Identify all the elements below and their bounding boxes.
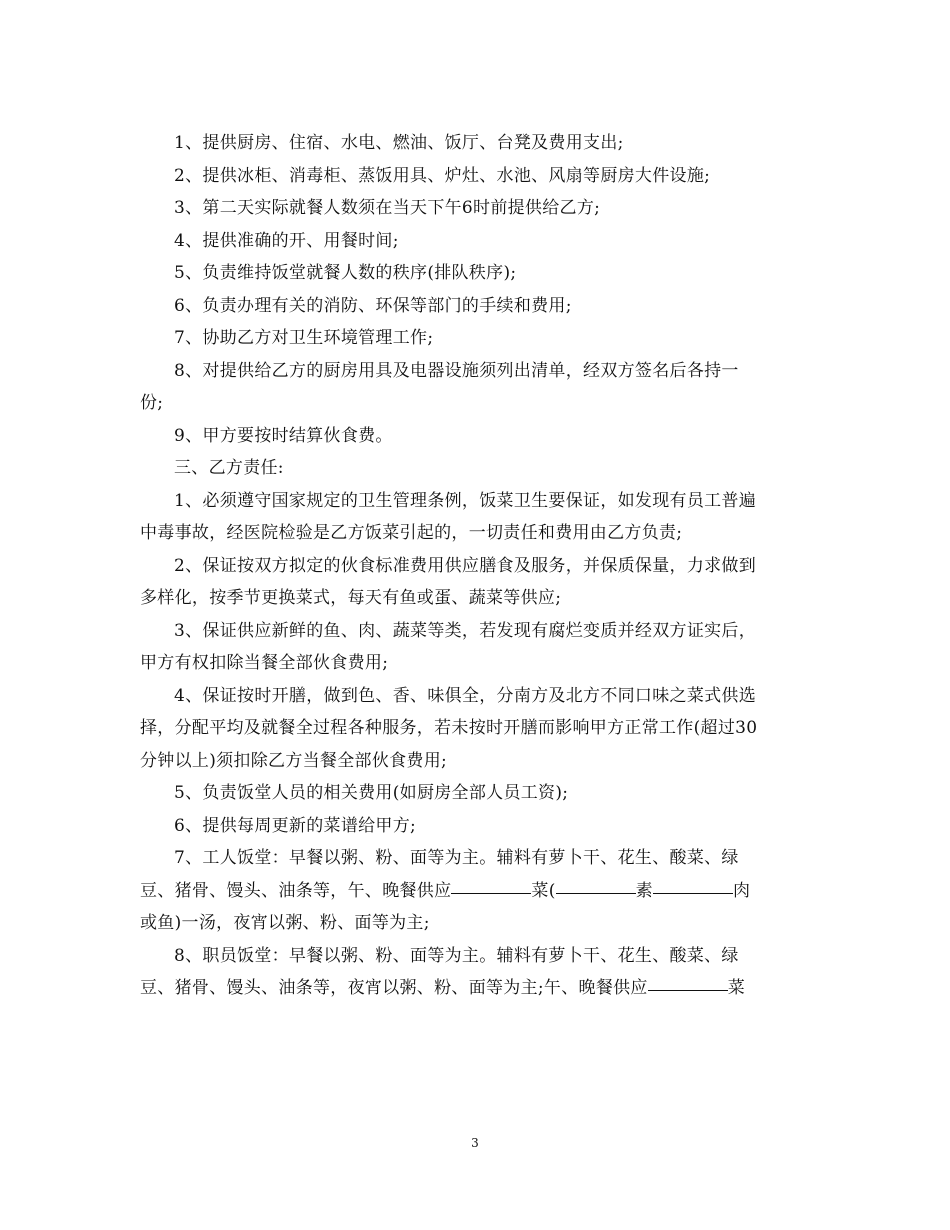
text-line: 9、甲方要按时结算伙食费。 [174,425,393,446]
text-line: 分钟以上)须扣除乙方当餐全部伙食费用; [140,750,448,771]
text-line: 或鱼)一汤，夜宵以粥、粉、面等为主; [140,913,430,933]
text-segment: 菜( [531,880,556,901]
text-line: 6、提供每周更新的菜谱给甲方; [174,815,417,836]
text-line: 3、第二天实际就餐人数须在当天下午6时前提供给乙方; [174,198,601,218]
text-line: 中毒事故，经医院检验是乙方饭菜引起的，一切责任和费用由乙方负责; [140,523,683,543]
text-segment: 肉 [732,880,751,901]
page-number: 3 [471,1136,479,1150]
text-line: 甲方有权扣除当餐全部伙食费用; [140,653,389,673]
text-line: 2、提供冰柜、消毒柜、蒸饭用具、炉灶、水池、风扇等厨房大件设施; [174,165,711,186]
text-segment: 豆、猪骨、馒头、油条等，夜宵以粥、粉、面等为主;午、晚餐供应 [140,978,648,998]
text-line-with-blanks [140,875,800,908]
fill-in-blank [653,892,733,894]
text-line: 8、对提供给乙方的厨房用具及电器设施须列出清单，经双方签名后各持一 [174,360,739,381]
text-line: 5、负责维持饭堂就餐人数的秩序(排队秩序); [174,263,517,283]
text-line: 择，分配平均及就餐全过程各种服务，若未按时开膳而影响甲方正常工作(超过30 [140,718,758,738]
text-line: 4、保证按时开膳，做到色、香、味俱全，分南方及北方不同口味之菜式供选 [174,685,757,706]
text-line: 多样化，按季节更换菜式，每天有鱼或蛋、蔬菜等供应; [140,588,562,608]
text-line: 6、负责办理有关的消防、环保等部门的手续和费用; [174,295,572,316]
text-line: 4、提供准确的开、用餐时间; [174,230,399,251]
fill-in-blank [556,892,636,894]
text-line: 8、职员饭堂：早餐以粥、粉、面等为主。辅料有萝卜干、花生、酸菜、绿 [174,945,739,966]
text-line: 1、提供厨房、住宿、水电、燃油、饭厅、台凳及费用支出; [174,133,624,153]
text-line-with-blanks [140,972,800,1005]
text-line: 7、工人饭堂：早餐以粥、粉、面等为主。辅料有萝卜干、花生、酸菜、绿 [174,848,739,868]
text-line: 份; [140,393,164,413]
text-line: 5、负责饭堂人员的相关费用(如厨房全部人员工资); [174,783,569,803]
text-segment: 菜 [727,978,746,998]
text-line: 1、必须遵守国家规定的卫生管理条例，饭菜卫生要保证，如发现有员工普遍 [174,490,757,511]
text-segment: 豆、猪骨、馒头、油条等，午、晚餐供应 [140,880,452,901]
text-segment: 素 [635,880,653,901]
fill-in-blank [451,892,531,894]
text-line: 3、保证供应新鲜的鱼、肉、蔬菜等类，若发现有腐烂变质并经双方证实后， [174,620,757,641]
text-line: 2、保证按双方拟定的伙食标准费用供应膳食及服务，并保质保量，力求做到 [174,555,757,576]
text-line: 7、协助乙方对卫生环境管理工作; [174,328,434,348]
document-body [140,127,800,1005]
section-heading: 三、乙方责任: [174,458,284,478]
fill-in-blank [648,989,728,991]
